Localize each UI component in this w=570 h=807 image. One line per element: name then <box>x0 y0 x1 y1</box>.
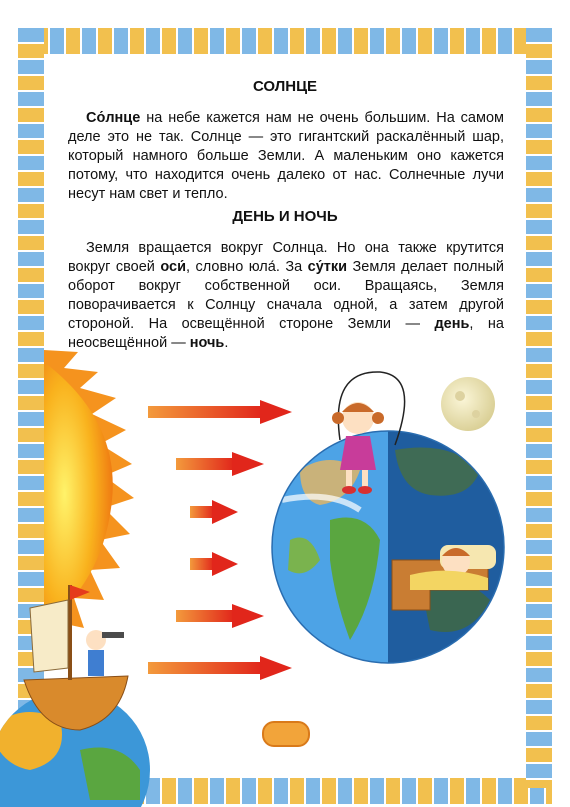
page-number-badge <box>262 721 310 747</box>
arrow-icon <box>190 552 238 576</box>
arrow-icon <box>176 604 264 628</box>
term-day: день <box>434 316 470 332</box>
term-axis: оси́ <box>160 259 187 275</box>
arrow-icon <box>148 400 292 424</box>
term-night: ночь <box>189 335 225 351</box>
term-day-cycle: су́тки <box>307 259 348 275</box>
moon-icon <box>441 377 495 431</box>
arrow-icon <box>190 500 238 524</box>
arrow-icon <box>176 452 264 476</box>
sunlight-arrows <box>148 400 292 680</box>
heading-day-night: ДЕНЬ И НОЧЬ <box>232 208 338 225</box>
paragraph-day-night: Земля вращается вокруг Солнца. Но она также крутится вокруг своей оси́, словно юла́. За су́тки Земля делает полный оборот вокруг собственной оси. Вращаясь, Земля поворачивается к Солнцу сначала одной, а затем другой стороной. На освещённой стороне Земли — день, на неосвещённой — ночь. <box>68 240 504 351</box>
arrow-icon <box>148 656 292 680</box>
paragraph-sun: Со́лнце на небе кажется нам не очень большим. На самом деле это не так. Солнце — это гигантский раскалённый шар, который намного больше Земли. А маленьким оно кажется потому, что находится очень далеко от нас. Солнечные лучи несут нам свет и тепло. <box>68 110 504 202</box>
term-sun: Со́лнце <box>86 110 141 126</box>
heading-sun: СОЛНЦЕ <box>252 78 318 95</box>
sun-icon <box>44 350 134 640</box>
